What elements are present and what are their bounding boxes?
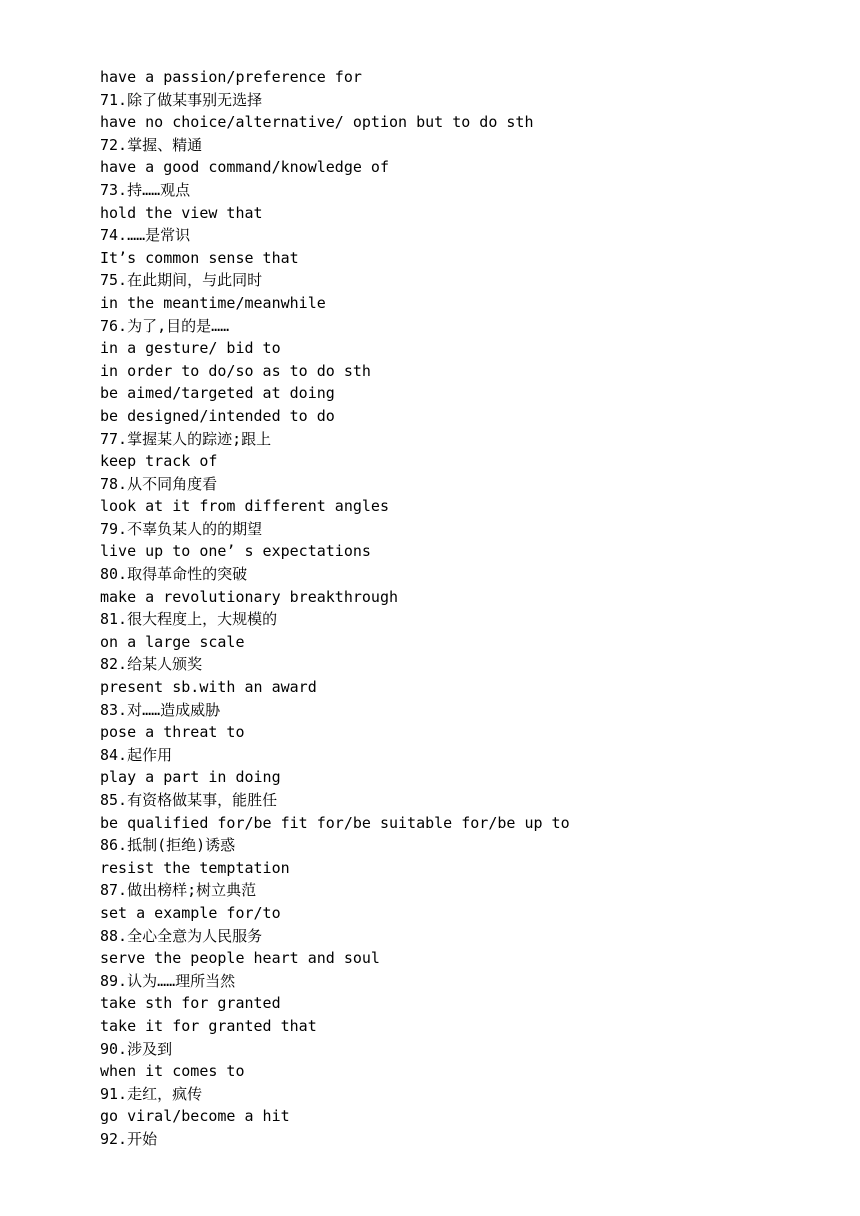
text-line: keep track of [100, 452, 218, 471]
text-line: 79.不辜负某人的的期望 [100, 519, 263, 538]
text-line: make a revolutionary breakthrough [100, 587, 399, 606]
text-line: 77.掌握某人的踪迹;跟上 [100, 429, 272, 448]
text-line: 89.认为……理所当然 [100, 971, 236, 990]
text-line: It’s common sense that [100, 248, 299, 267]
text-line: 87.做出榜样;树立典范 [100, 881, 257, 900]
text-line: 73.持……观点 [100, 180, 191, 199]
text-line: set a example for/to [100, 903, 281, 922]
text-line: be designed/intended to do [100, 406, 335, 425]
text-line: have a good command/knowledge of [100, 158, 389, 177]
text-line: 75.在此期间，与此同时 [100, 271, 263, 290]
text-line: 84.起作用 [100, 745, 173, 764]
text-line: 85.有资格做某事，能胜任 [100, 791, 278, 809]
text-line: live up to one’ s expectations [100, 542, 371, 561]
text-line: in the meantime/meanwhile [100, 293, 326, 312]
text-line: play a part in doing [100, 768, 281, 787]
text-line: 80.取得革命性的突破 [100, 565, 248, 584]
text-line: 92.开始 [100, 1129, 158, 1148]
text-line: take sth for granted [100, 994, 281, 1013]
text-line: 88.全心全意为人民服务 [100, 926, 263, 945]
text-line: 81.很大程度上，大规模的 [100, 610, 278, 629]
text-line: 82.给某人颁奖 [100, 655, 203, 674]
text-line: on a large scale [100, 632, 245, 651]
text-line: 78.从不同角度看 [100, 474, 218, 493]
document-page [100, 66, 840, 1151]
text-line: take it for granted that [100, 1016, 317, 1035]
text-line: 71.除了做某事别无选择 [100, 90, 263, 109]
text-line: serve the people heart and soul [100, 949, 380, 968]
text-line: in order to do/so as to do sth [100, 361, 371, 380]
text-line: 90.涉及到 [100, 1039, 173, 1058]
text-line: have no choice/alternative/ option but to do sth [100, 113, 534, 132]
text-line: when it comes to [100, 1062, 245, 1081]
text-line: go viral/become a hit [100, 1107, 290, 1126]
text-line: in a gesture/ bid to [100, 339, 281, 358]
text-line: 83.对……造成威胁 [100, 700, 221, 719]
text-line: pose a threat to [100, 723, 245, 742]
text-line: 72.掌握、精通 [100, 135, 203, 154]
text-line: 74.……是常识 [100, 226, 191, 245]
text-line: look at it from different angles [100, 497, 389, 516]
text-line: 86.抵制(拒绝)诱惑 [100, 836, 236, 855]
text-line: resist the temptation [100, 858, 290, 877]
text-line: be aimed/targeted at doing [100, 384, 335, 403]
text-line: 76.为了,目的是…… [100, 316, 230, 335]
text-line: 91.走红，疯传 [100, 1084, 203, 1103]
text-line: present sb.with an award [100, 678, 317, 697]
text-line: have a passion/preference for [100, 68, 362, 86]
text-line: be qualified for/be fit for/be suitable for/be up to [100, 813, 570, 832]
text-line: hold the view that [100, 203, 263, 222]
